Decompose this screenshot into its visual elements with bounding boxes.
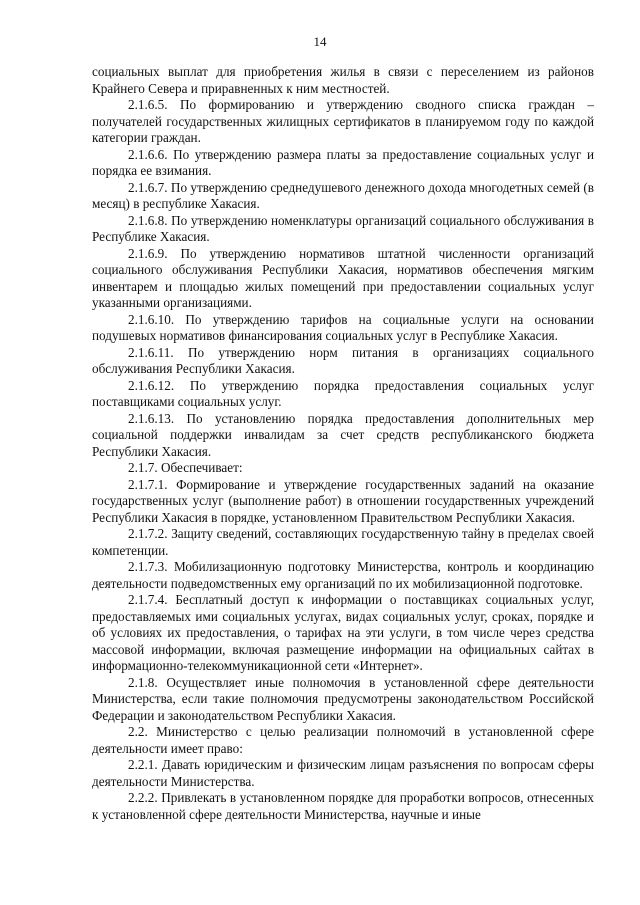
paragraph-2-1-7-2: 2.1.7.2. Защиту сведений, составляющих государственную тайну в пределах своей компетенции. <box>92 526 594 558</box>
paragraph-2-1-6-6: 2.1.6.6. По утверждению размера платы за предоставление социальных услуг и порядка ее взимания. <box>92 146 594 178</box>
paragraph-2-1-6-12: 2.1.6.12. По утверждению порядка предоставления социальных услуг поставщиками социальных услуг. <box>92 377 594 409</box>
paragraph-2-1-7-1: 2.1.7.1. Формирование и утверждение государственных заданий на оказание государственных услуг (выполнение работ) в отношении государственных учреждений Республики Хакасия в порядке, установленном Правительством Республики Хакасия. <box>92 476 594 525</box>
paragraph-2-1-6-5: 2.1.6.5. По формированию и утверждению сводного списка граждан – получателей государственных жилищных сертификатов в планируемом году по каждой категории граждан. <box>92 97 594 145</box>
paragraph-2-1-7-4: 2.1.7.4. Бесплатный доступ к информации о поставщиках социальных услуг, предоставляемых ими социальных услугах, видах социальных услуг, сроках, порядке и об условиях их предоставления, о тарифах на эти услуги, в том числе через средства массовой информации, включая размещение информации на официальных сайтах в информационно-телекоммуникационной сети «Интернет». <box>92 592 594 673</box>
paragraph-2-1-7-3: 2.1.7.3. Мобилизационную подготовку Министерства, контроль и координацию деятельности подведомственных ему организаций по их мобилизационной подготовке. <box>92 559 594 591</box>
paragraph-continuation: социальных выплат для приобретения жилья в связи с переселением из районов Крайнего Севера и приравненных к ним местностей. <box>92 64 594 96</box>
paragraph-2-1-6-10: 2.1.6.10. По утверждению тарифов на социальные услуги на основании подушевых нормативов финансирования социальных услуг в Республике Хакасия. <box>92 311 594 343</box>
paragraph-2-1-6-7: 2.1.6.7. По утверждению среднедушевого денежного дохода многодетных семей (в месяц) в республике Хакасия. <box>92 179 594 211</box>
paragraph-2-1-7: 2.1.7. Обеспечивает: <box>128 460 243 475</box>
paragraph-2-2-1: 2.2.1. Давать юридическим и физическим лицам разъяснения по вопросам сферы деятельности Министерства. <box>92 757 594 789</box>
paragraph-2-1-6-11: 2.1.6.11. По утверждению норм питания в организациях социального обслуживания Республики Хакасия. <box>92 344 594 376</box>
paragraph-2-1-6-8: 2.1.6.8. По утверждению номенклатуры организаций социального обслуживания в Республике Хакасия. <box>92 212 594 244</box>
paragraph-2-1-6-9: 2.1.6.9. По утверждению нормативов штатной численности организаций социального обслуживания Республики Хакасия, нормативов обеспечения мягким инвентарем и площадью жилых помещений при предоставлении социальных услуг указанными организациями. <box>92 245 594 310</box>
document-body <box>92 64 594 823</box>
paragraph-2-1-6-13: 2.1.6.13. По установлению порядка предоставления дополнительных мер социальной поддержки инвалидам за счет средств республиканского бюджета Республики Хакасия. <box>92 410 594 459</box>
paragraph-2-2: 2.2. Министерство с целью реализации полномочий в установленной сфере деятельности имеет право: <box>92 724 594 756</box>
paragraph-2-1-8: 2.1.8. Осуществляет иные полномочия в установленной сфере деятельности Министерства, если такие полномочия предусмотрены законодательством Российской Федерации и законодательством Республики Хакасия. <box>92 674 594 723</box>
paragraph-2-2-2: 2.2.2. Привлекать в установленном порядке для проработки вопросов, отнесенных к установленной сфере деятельности Министерства, научные и иные <box>92 790 594 822</box>
page-number: 14 <box>313 34 327 49</box>
